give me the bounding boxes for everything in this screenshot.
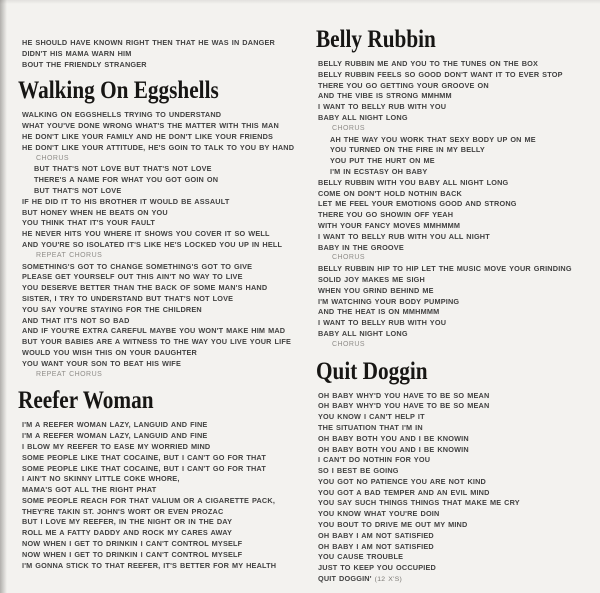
lyric-line: SOME PEOPLE LIKE THAT COCAINE, BUT I CAN'T GO FOR THAT [22,452,266,462]
chorus-label: CHORUS [332,254,366,262]
lyric-line: ROLL ME A FATTY DADDY AND ROCK MY CARES AWAY [22,528,233,538]
lyric-line: YOU TURNED ON THE FIRE IN MY BELLY [330,145,485,155]
lyric-line: YOU CAUSE TROUBLE [318,552,404,562]
lyric-line: SOME PEOPLE LIKE THAT COCAINE, BUT I CAN'T GO FOR THAT [22,463,266,473]
lyric-line: HE DON'T LIKE YOUR FAMILY AND HE DON'T LIKE YOUR FRIENDS [22,131,274,141]
lyric-line: IF HE DID IT TO HIS BROTHER IT WOULD BE ASSAULT [22,196,230,206]
lyric-line: JUST TO KEEP YOU OCCUPIED [318,563,436,573]
lyric-line: NOW WHEN I GET TO DRINKIN I CAN'T CONTROL MYSELF [22,539,243,549]
lyric-line: BUT YOUR BABIES ARE A WITNESS TO THE WAY YOU LIVE YOUR LIFE [22,337,292,347]
lyric-line: I WANT TO BELLY RUB WITH YOU ALL NIGHT [318,231,490,241]
lyric-line: YOU DESERVE BETTER THAN THE BACK OF SOME MAN'S HAND [22,283,268,293]
lyric-line: BABY ALL NIGHT LONG [318,112,408,122]
lyric-line: AND IF YOU'RE EXTRA CAREFUL MAYBE YOU WON'T MAKE HIM MAD [22,326,286,336]
lyrics-walking-on-eggshells [18,110,306,380]
lyric-line: YOU SAY SUCH THINGS THINGS THAT MAKE ME CRY [318,498,520,508]
lyric-line: DIDN'T HIS MAMA WARN HIM [22,48,132,58]
lyrics-reefer-woman [18,420,306,571]
lyric-line: I BLOW MY REEFER TO EASE MY WORRIED MIND [22,441,211,451]
lyric-line: NOW WHEN I GET TO DRINKIN I CAN'T CONTROL MYSELF [22,549,243,559]
lyric-line: I'M WATCHING YOUR BODY PUMPING [318,296,460,306]
lyric-line: AND THE VIBE IS STRONG MMHMM [318,91,452,101]
lyric-line: MAMA'S GOT ALL THE RIGHT PHAT [22,485,157,495]
song-section-walking-on-eggshells [18,78,306,380]
lyric-line: I CAN'T DO NOTHIN FOR YOU [318,455,431,465]
lyric-line: BUT THAT'S NOT LOVE BUT THAT'S NOT LOVE [34,164,212,174]
page-top-edge-shadow [0,0,600,4]
lyric-line: YOU PUT THE HURT ON ME [330,156,435,166]
lyric-line: BABY IN THE GROOVE [318,242,404,252]
lyric-line: LET ME FEEL YOUR EMOTIONS GOOD AND STRONG [318,199,517,209]
lyric-line: I'M A REEFER WOMAN LAZY, LANGUID AND FINE [22,431,208,441]
lyric-line: I'M IN ECSTASY OH BABY [330,166,428,176]
lyric-line: BUT I LOVE MY REEFER, IN THE NIGHT OR IN THE DAY [22,517,233,527]
right-column [316,27,598,586]
lyric-line: THERE YOU GO GETTING YOUR GROOVE ON [318,80,489,90]
page-left-edge-shadow [0,0,7,593]
lyric-line: THEY'RE TAKIN ST. JOHN'S WORT OR EVEN PROZAC [22,506,224,516]
chorus-label: REPEAT CHORUS [36,251,103,259]
lyric-line: AND THE HEAT IS ON MMHMMM [318,307,440,317]
lyric-line: AH THE WAY YOU WORK THAT SEXY BODY UP ON ME [330,134,536,144]
song-section-quit-doggin [316,359,598,586]
lyric-line: HE NEVER HITS YOU WHERE IT SHOWS YOU COVER IT SO WELL [22,229,270,239]
intro-lyrics [18,38,306,70]
lyric-line: WHAT YOU'VE DONE WRONG WHAT'S THE MATTER WITH THIS MAN [22,121,279,131]
lyric-line: YOU GOT NO PATIENCE YOU ARE NOT KIND [318,476,487,486]
lyric-line: SO I BEST BE GOING [318,466,399,476]
lyric-line: BABY ALL NIGHT LONG [318,328,408,338]
lyric-line: I WANT TO BELLY RUB WITH YOU [318,102,447,112]
lyric-line: WOULD YOU WISH THIS ON YOUR DAUGHTER [22,347,197,357]
repeat-count-note: (12 X'S) [374,576,403,584]
lyric-line: OH BABY WHY'D YOU HAVE TO BE SO MEAN [318,401,490,411]
lyric-line: YOU GOT A BAD TEMPER AND AN EVIL MIND [318,487,490,497]
lyric-line: BOUT THE FRIENDLY STRANGER [22,59,147,69]
lyric-line: PLEASE GET YOURSELF OUT THIS AIN'T NO WAY TO LIVE [22,272,243,282]
chorus-label: CHORUS [332,340,366,348]
lyric-line: THE SITUATION THAT I'M IN [318,422,423,432]
lyric-line: BUT HONEY WHEN HE BEATS ON YOU [22,207,168,217]
lyric-line: THERE'S A NAME FOR WHAT YOU GOT GOIN ON [34,175,219,185]
lyric-line: YOU WANT YOUR SON TO BEAT HIS WIFE [22,358,181,368]
lyric-line: BELLY RUBBIN HIP TO HIP LET THE MUSIC MOVE YOUR GRINDING [318,264,572,274]
lyric-line: OH BABY I AM NOT SATISFIED [318,530,434,540]
lyrics-quit-doggin [316,391,598,586]
lyric-line: OH BABY BOTH YOU AND I BE KNOWIN [318,433,469,443]
lyric-line: WALKING ON EGGSHELLS TRYING TO UNDERSTAND [22,110,222,120]
lyric-line: BELLY RUBBIN ME AND YOU TO THE TUNES ON THE BOX [318,59,539,68]
lyric-line: YOU SAY YOU'RE STAYING FOR THE CHILDREN [22,304,202,314]
lyric-line: I AIN'T NO SKINNY LITTLE COKE WHORE, [22,474,180,484]
lyric-line: SOME PEOPLE REACH FOR THAT VALIUM OR A CIGARETTE PACK, [22,495,276,505]
lyric-line: AND THAT IT'S NOT SO BAD [22,315,130,325]
song-title-belly-rubbin: Belly Rubbin [316,26,436,53]
lyric-line: COME ON DON'T HOLD NOTHIN BACK [318,188,462,198]
lyric-line: AND YOU'RE SO ISOLATED IT'S LIKE HE'S LOCKED YOU UP IN HELL [22,239,283,249]
lyric-line: BELLY RUBBIN FEELS SO GOOD DON'T WANT IT TO EVER STOP [318,69,563,79]
lyric-line: BUT THAT'S NOT LOVE [34,185,122,195]
lyric-line: HE SHOULD HAVE KNOWN RIGHT THEN THAT HE WAS IN DANGER [22,38,276,47]
lyric-line: SOLID JOY MAKES ME SIGH [318,274,425,284]
lyric-line: BELLY RUBBIN WITH YOU BABY ALL NIGHT LONG [318,177,509,187]
chorus-label: REPEAT CHORUS [36,370,103,378]
lyric-line: OH BABY I AM NOT SATISFIED [318,541,434,551]
lyric-line: I WANT TO BELLY RUB WITH YOU [318,318,447,328]
lyric-line: HE DON'T LIKE YOUR ATTITUDE, HE'S GOIN TO TALK TO YOU BY HAND [22,142,295,152]
lyric-line: OH BABY WHY'D YOU HAVE TO BE SO MEAN [318,390,490,400]
chorus-label: CHORUS [36,154,70,162]
song-section-reefer-woman [18,388,306,571]
lyrics-belly-rubbin [316,59,598,351]
song-title-reefer-woman: Reefer Woman [18,387,154,415]
lyric-line: I'M A REEFER WOMAN LAZY, LANGUID AND FINE [22,420,208,430]
chorus-label: CHORUS [332,124,366,132]
lyric-line: YOU KNOW I CAN'T HELP IT [318,412,425,422]
song-section-belly-rubbin [316,27,598,351]
lyric-line: YOU THINK THAT IT'S YOUR FAULT [22,218,156,228]
lyric-line: OH BABY BOTH YOU AND I BE KNOWIN [318,444,469,454]
song-title-quit-doggin: Quit Doggin [316,357,428,385]
lyric-line: I'M GONNA STICK TO THAT REEFER, IT'S BETTER FOR MY HEALTH [22,560,277,570]
lyric-line: WHEN YOU GRIND BEHIND ME [318,285,434,295]
lyric-line: YOU BOUT TO DRIVE ME OUT MY MIND [318,520,468,530]
lyric-line: THERE YOU GO SHOWIN OFF YEAH [318,210,454,220]
lyric-line: SOMETHING'S GOT TO CHANGE SOMETHING'S GOT TO GIVE [22,261,253,271]
lyric-line: QUIT DOGGIN' (12 X'S) [318,574,403,584]
lyric-line: WITH YOUR FANCY MOVES MMHMMM [318,220,461,230]
lyric-line: YOU KNOW WHAT YOU'RE DOIN [318,509,440,519]
lyric-line: SISTER, I TRY TO UNDERSTAND BUT THAT'S NOT LOVE [22,293,234,303]
left-column [18,38,306,571]
song-title-walking-on-eggshells: Walking On Eggshells [18,77,219,105]
